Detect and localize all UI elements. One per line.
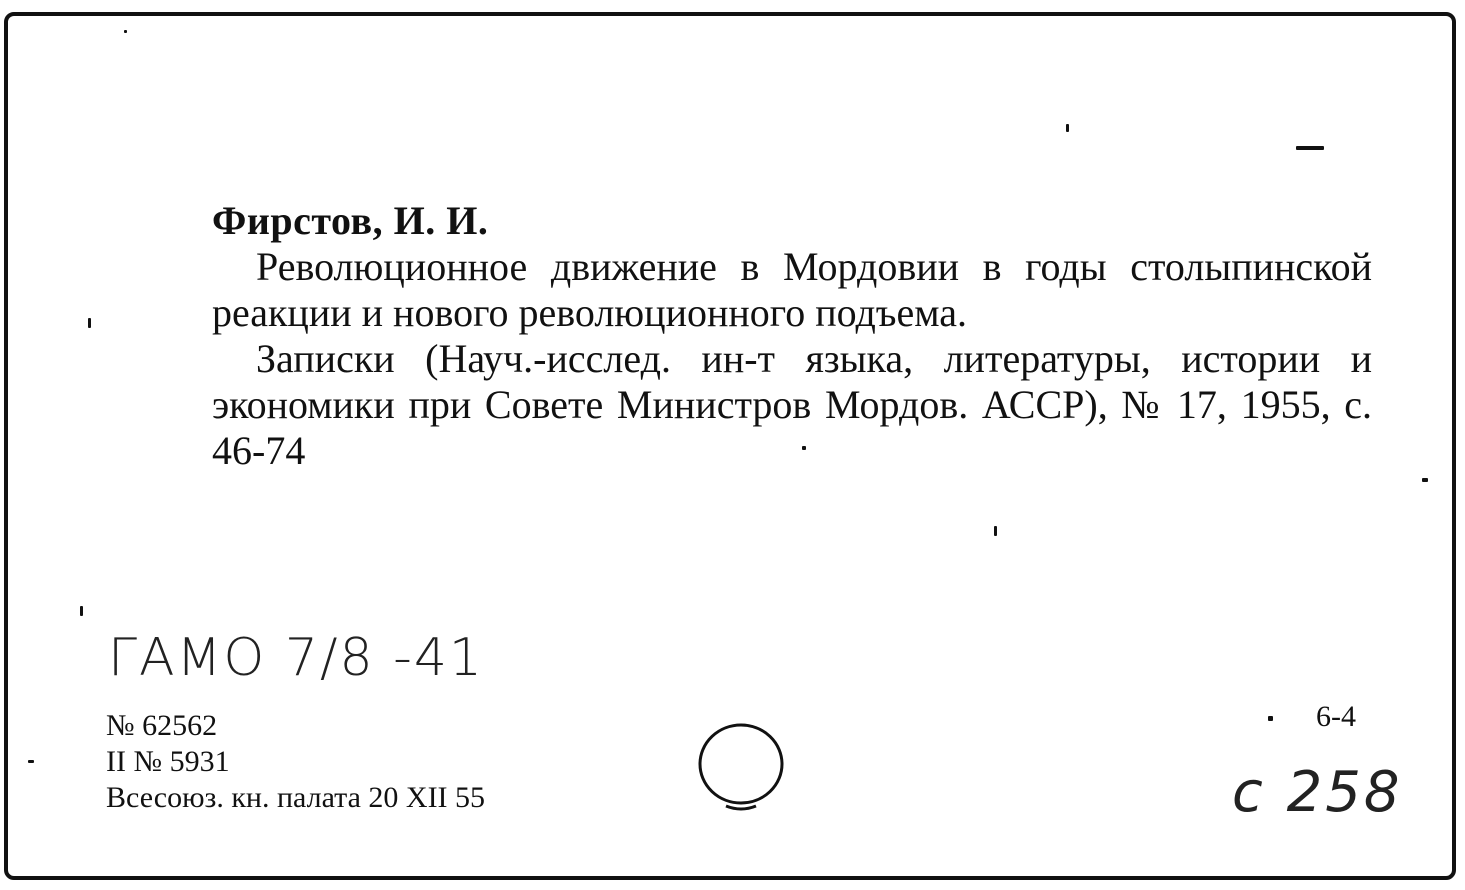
handwritten-card-number: с 258	[1232, 760, 1403, 825]
scan-speck	[802, 446, 806, 450]
scan-speck	[1422, 478, 1428, 482]
scan-speck	[124, 30, 127, 33]
work-title: Революционное движение в Мордовии в годы столыпинской реакции и нового революционного подъема.	[212, 244, 1372, 335]
scan-speck	[28, 760, 34, 763]
author-name: Фирстов, И. И.	[212, 198, 489, 243]
classification-code: 6-4	[1316, 700, 1356, 733]
punch-hole-icon	[696, 720, 786, 812]
scan-speck	[1268, 716, 1273, 721]
scan-speck	[1066, 124, 1069, 132]
scan-speck	[994, 526, 997, 536]
footer-line: Всесоюз. кн. палата 20 XII 55	[106, 781, 486, 814]
scan-speck	[88, 318, 91, 328]
handwritten-archive-reference: ГАМО 7/8 -41	[108, 628, 485, 688]
footer-line: № 62562	[106, 709, 218, 742]
scan-speck	[80, 606, 83, 616]
scan-speck	[1296, 146, 1324, 150]
footer-line: II № 5931	[106, 745, 230, 778]
card-footer	[106, 708, 485, 816]
publication-source: Записки (Науч.-исслед. ин-т языка, литературы, истории и экономики при Совете Министров Мордов. АССР), № 17, 1955, с. 46-74	[212, 336, 1372, 473]
card-main-text	[212, 198, 1372, 474]
